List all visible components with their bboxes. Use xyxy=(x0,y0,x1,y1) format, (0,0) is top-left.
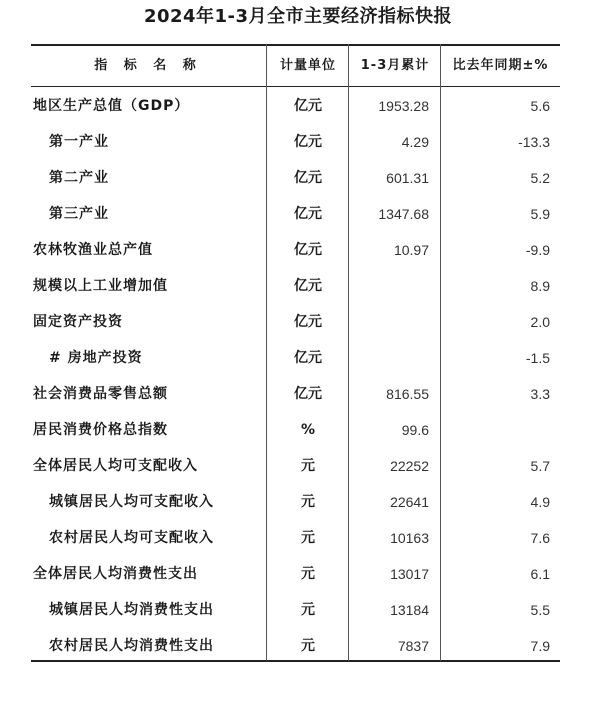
unit-cell: 亿元 xyxy=(294,170,322,186)
table-top-rule xyxy=(31,44,560,46)
unit-cell: 元 xyxy=(301,602,315,618)
unit-cell: 元 xyxy=(301,494,315,510)
table-row xyxy=(31,340,560,376)
indicator-name: 地区生产总值（GDP） xyxy=(33,98,190,114)
yoy-change-value: 4.9 xyxy=(530,494,550,510)
table-row xyxy=(31,88,560,124)
header-yoy-change: 比去年同期±% xyxy=(452,58,549,73)
indicator-name: 农村居民人均消费性支出 xyxy=(49,638,214,654)
table-row xyxy=(31,376,560,412)
indicator-name: 固定资产投资 xyxy=(33,314,123,330)
page-title: 2024年1-3月全市主要经济指标快报 xyxy=(143,6,453,27)
yoy-change-value: 6.1 xyxy=(530,566,550,582)
table-row xyxy=(31,556,560,592)
header-bottom-rule xyxy=(31,86,560,87)
yoy-change-value: -1.5 xyxy=(525,350,550,366)
indicator-name: # 房地产投资 xyxy=(49,350,143,366)
cumulative-value: 7837 xyxy=(397,638,429,654)
indicator-name: 第一产业 xyxy=(49,134,109,150)
table-row xyxy=(31,592,560,628)
indicator-name: 全体居民人均消费性支出 xyxy=(33,566,198,582)
unit-cell: 亿元 xyxy=(294,242,322,258)
cumulative-value: 13017 xyxy=(390,566,429,582)
cumulative-value: 10163 xyxy=(390,530,429,546)
unit-cell: % xyxy=(300,422,316,438)
table-row xyxy=(31,124,560,160)
unit-cell: 亿元 xyxy=(294,206,322,222)
table-header-row xyxy=(31,48,560,84)
yoy-change-value: 5.5 xyxy=(530,602,550,618)
unit-cell: 亿元 xyxy=(294,350,322,366)
indicator-name: 社会消费品零售总额 xyxy=(33,386,168,402)
unit-cell: 元 xyxy=(301,530,315,546)
yoy-change-value: 2.0 xyxy=(530,314,550,330)
indicator-name: 农林牧渔业总产值 xyxy=(33,242,153,258)
yoy-change-value: 5.9 xyxy=(530,206,550,222)
yoy-change-value: 7.9 xyxy=(530,638,550,654)
yoy-change-value: 8.9 xyxy=(530,278,550,294)
unit-cell: 亿元 xyxy=(294,278,322,294)
indicator-name: 居民消费价格总指数 xyxy=(33,422,168,438)
table-row xyxy=(31,520,560,556)
header-unit: 计量单位 xyxy=(279,58,336,73)
indicator-name: 第三产业 xyxy=(49,206,109,222)
yoy-change-value: 5.2 xyxy=(530,170,550,186)
cumulative-value: 13184 xyxy=(390,602,429,618)
indicator-name: 第二产业 xyxy=(49,170,109,186)
yoy-change-value: 5.6 xyxy=(530,98,550,114)
cumulative-value: 22641 xyxy=(390,494,429,510)
cumulative-value: 99.6 xyxy=(401,422,429,438)
table-row xyxy=(31,628,560,664)
cumulative-value xyxy=(351,268,429,304)
unit-cell: 亿元 xyxy=(294,98,322,114)
yoy-change-value: 7.6 xyxy=(530,530,550,546)
unit-cell: 亿元 xyxy=(294,386,322,402)
yoy-change-value: -9.9 xyxy=(525,242,550,258)
header-indicator-name: 指 标 名 称 xyxy=(94,58,202,73)
table-row xyxy=(31,196,560,232)
cumulative-value xyxy=(351,304,429,340)
cumulative-value xyxy=(351,340,429,376)
yoy-change-value: 3.3 xyxy=(530,386,550,402)
header-cumulative: 1-3月累计 xyxy=(360,58,430,73)
table-row xyxy=(31,268,560,304)
yoy-change-value: 5.7 xyxy=(530,458,550,474)
indicator-name: 农村居民人均可支配收入 xyxy=(49,530,214,546)
cumulative-value: 22252 xyxy=(390,458,429,474)
cumulative-value: 1953.28 xyxy=(378,98,429,114)
indicator-name: 规模以上工业增加值 xyxy=(33,278,168,294)
cumulative-value: 4.29 xyxy=(401,134,429,150)
cumulative-value: 10.97 xyxy=(393,242,429,258)
unit-cell: 元 xyxy=(301,638,315,654)
table-row xyxy=(31,412,560,448)
table-row xyxy=(31,448,560,484)
unit-cell: 元 xyxy=(301,566,315,582)
table-row xyxy=(31,232,560,268)
table-row xyxy=(31,484,560,520)
cumulative-value: 601.31 xyxy=(386,170,429,186)
unit-cell: 亿元 xyxy=(294,134,322,150)
indicator-name: 城镇居民人均消费性支出 xyxy=(49,602,214,618)
table-row xyxy=(31,160,560,196)
indicator-name: 全体居民人均可支配收入 xyxy=(33,458,198,474)
unit-cell: 元 xyxy=(301,458,315,474)
cumulative-value: 816.55 xyxy=(386,386,429,402)
table-row xyxy=(31,304,560,340)
unit-cell: 亿元 xyxy=(294,314,322,330)
yoy-change-value xyxy=(441,412,550,448)
cumulative-value: 1347.68 xyxy=(378,206,429,222)
yoy-change-value: -13.3 xyxy=(518,134,550,150)
indicator-name: 城镇居民人均可支配收入 xyxy=(49,494,214,510)
